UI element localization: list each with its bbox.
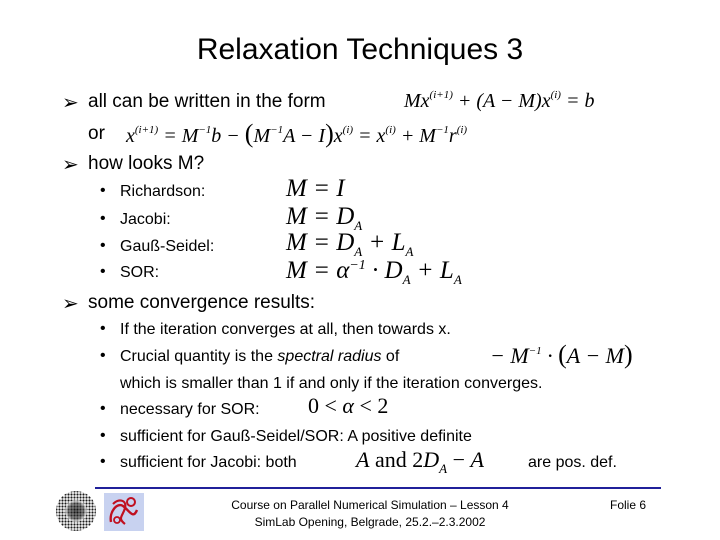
bullet-or-text: or xyxy=(88,123,105,144)
formula-jacobi-cond: A and $2D_A - A$ xyxy=(356,447,484,476)
spectral-radius-prefix: Crucial quantity is the xyxy=(120,348,273,365)
formula-and-word: and xyxy=(374,447,407,472)
formula-iteration: $x^{(i+1)} = M^{-1}b - (M^{-1}A - I)x^{(i)} = x^{(i)} + M^{-1}r^{(i)}$ xyxy=(126,119,468,148)
formula-richardson: M = I xyxy=(286,175,345,202)
footer-course: Course on Parallel Numerical Simulation – Lesson 4 xyxy=(231,498,509,512)
arrow-bullet-icon: ➢ xyxy=(62,92,79,114)
list-bullet: • xyxy=(100,182,106,199)
list-bullet: • xyxy=(100,453,106,470)
method-label: Richardson: xyxy=(120,183,206,200)
list-bullet: • xyxy=(100,237,106,254)
slide-title: Relaxation Techniques 3 xyxy=(196,33,524,66)
list-bullet: • xyxy=(100,320,106,337)
spectral-radius-term: spectral radius xyxy=(277,348,382,365)
spectral-radius-of: of xyxy=(385,348,400,365)
result-text-2 xyxy=(120,348,399,366)
method-label: Jacobi: xyxy=(120,211,171,228)
list-bullet: • xyxy=(100,263,106,280)
result-text-3: which is smaller than 1 if and only if the iteration converges. xyxy=(120,375,543,392)
method-label: Gauß-Seidel: xyxy=(120,238,215,255)
formula-alpha-range: 0 < α < 2 xyxy=(308,393,389,418)
formula-sor: $M = \alpha^{-1} \cdot D_A + L_A$ xyxy=(286,257,462,287)
formula-gauss-seidel: $M = D_A + L_A$ xyxy=(286,229,414,259)
simlab-logo-icon xyxy=(103,492,145,532)
list-bullet: • xyxy=(100,400,106,417)
list-bullet: • xyxy=(100,427,106,444)
result-text-6-end: are pos. def. xyxy=(528,454,617,471)
result-text-5: sufficient for Gauß-Seidel/SOR: A positive definite xyxy=(120,428,472,445)
arrow-bullet-icon: ➢ xyxy=(62,154,79,176)
bullet-convergence: some convergence results: xyxy=(88,292,316,313)
footer-divider xyxy=(95,487,661,489)
halftone-logo-icon xyxy=(55,490,97,532)
slide-number: Folie 6 xyxy=(610,498,647,512)
formula-spectral: − $M^{-1} \cdot (A - M)$ xyxy=(490,340,633,369)
list-bullet: • xyxy=(100,210,106,227)
list-bullet: • xyxy=(100,347,106,364)
formula-general-form: $Mx^{(i+1)} + (A - M)x^{(i)} = b$ xyxy=(404,89,595,112)
formula-jacobi: $M = D_A$ xyxy=(286,203,363,233)
footer-event: SimLab Opening, Belgrade, 25.2.–2.3.2002 xyxy=(254,515,486,529)
result-text-4: necessary for SOR: xyxy=(120,401,260,418)
bullet-form-text: all can be written in the form xyxy=(88,91,326,112)
result-text-1: If the iteration converges at all, then towards x. xyxy=(120,321,451,338)
result-text-6: sufficient for Jacobi: both xyxy=(120,454,297,471)
arrow-bullet-icon: ➢ xyxy=(62,293,79,315)
bullet-how-looks-m: how looks M? xyxy=(88,153,205,174)
method-label: SOR: xyxy=(120,264,160,281)
